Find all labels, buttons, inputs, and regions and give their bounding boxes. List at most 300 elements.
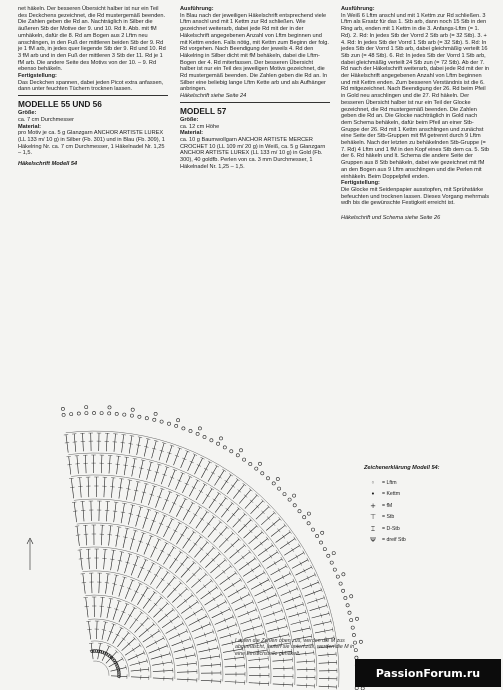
stitch-mark: [154, 574, 158, 576]
stitch-mark: [162, 616, 178, 628]
stitch-mark: [111, 478, 113, 498]
chain-mark: [70, 413, 73, 416]
chain-mark: [278, 487, 281, 490]
stitch-mark: [163, 547, 174, 564]
stitch-mark: [260, 582, 262, 586]
stitch-mark: [119, 604, 127, 622]
instructions-label: Ausführung:: [180, 6, 214, 12]
stitch-mark: [277, 529, 280, 533]
size-text: ca. 12 cm Höhe: [180, 123, 220, 130]
stitch-mark: [217, 625, 236, 632]
stitch-mark: [165, 542, 169, 544]
stitch-mark: [288, 553, 304, 562]
stitch-mark: [266, 618, 285, 624]
stitch-mark: [292, 628, 310, 632]
stitch-mark: [133, 607, 137, 609]
stitch-mark: [163, 519, 172, 537]
stitch-mark: [254, 539, 268, 550]
chain-mark: [321, 531, 324, 534]
chain-mark: [177, 419, 180, 422]
stitch-mark: [236, 478, 240, 481]
stitch-mark: [121, 443, 125, 444]
stitch-mark: [186, 556, 189, 559]
stitch-mark: [217, 492, 221, 494]
stitch-mark: [159, 443, 164, 460]
stitch-mark: [151, 539, 160, 557]
stitch-mark: [117, 633, 128, 647]
chain-mark: [355, 617, 358, 620]
stitch-mark: [156, 489, 163, 508]
stitch-mark: [128, 505, 132, 525]
size-label: Größe:: [18, 110, 37, 117]
chain-mark: [339, 582, 342, 585]
chain-mark: [316, 534, 319, 537]
legend: [364, 465, 489, 546]
stitch-mark: [114, 502, 116, 522]
stitch-mark: [268, 578, 270, 582]
stitch-mark: [222, 570, 225, 574]
stitch-mark: [153, 670, 173, 671]
stitch-mark: [197, 618, 199, 622]
stitch-mark: [196, 600, 199, 604]
stitch-mark: [172, 546, 176, 548]
stitch-mark: [272, 585, 274, 589]
stitch-mark: [101, 597, 103, 617]
stitch-mark: [213, 597, 215, 601]
stitch-mark: [125, 608, 135, 625]
stitch-mark: [229, 474, 233, 477]
chain-mark: [61, 407, 64, 410]
chain-mark: [236, 454, 239, 457]
stitch-mark: [225, 682, 245, 683]
stitch-mark: [282, 535, 285, 539]
stitch-mark: [175, 557, 187, 573]
stitch-mark: [161, 578, 165, 581]
stitch-mark: [119, 577, 125, 596]
stitch-mark: [292, 560, 308, 569]
stitch-mark: [208, 461, 212, 463]
stitch-mark: [192, 531, 196, 534]
chart-reference: Häkelschrift siehe Seite 24: [180, 93, 247, 100]
stitch-mark: [153, 603, 167, 617]
stitch-mark: [99, 501, 100, 521]
stitch-mark: [189, 605, 192, 609]
stitch-mark: [196, 661, 197, 665]
stitch-mark: [225, 600, 227, 604]
stitch-mark: [101, 455, 102, 473]
stitch-mark: [238, 490, 242, 493]
chain-mark: [138, 415, 141, 418]
stitch-mark: [157, 543, 167, 561]
chart-title: Häkelschrift Modell 54: [18, 161, 78, 168]
stitch-mark: [72, 502, 76, 503]
stitch-mark: [180, 563, 184, 566]
stitch-mark: [107, 645, 111, 647]
stitch-mark: [189, 616, 207, 625]
stitch-mark: [281, 557, 283, 561]
stitch-mark: [208, 591, 211, 595]
material-text: pro Motiv je ca. 5 g Glanzgarn ANCHOR ARTISTE LUREX (LL 133 m/ 10 g) in Silber (Fb. 301) und in Blau (Fb. 309), 1 Häkelring Nr. ca. 7 cm Durchmesser, 1 Häkelnadel Nr. 1,25 – 1,5.: [18, 130, 165, 157]
legend-item: [364, 523, 489, 535]
chain-mark: [230, 450, 233, 453]
legend-label: = D-Stb: [382, 525, 400, 532]
stitch-mark: [201, 587, 217, 599]
stitch-mark: [224, 539, 239, 553]
chain-mark: [154, 412, 157, 415]
stitch-mark: [138, 560, 146, 578]
stitch-mark: [88, 549, 89, 569]
chain-mark: [217, 442, 220, 445]
stitch-mark: [300, 562, 302, 566]
stitch-mark: [271, 543, 274, 547]
model-55-56-title: MODELLE 55 UND 56: [18, 99, 102, 110]
chain-mark: [108, 406, 111, 409]
stitch-mark: [183, 532, 194, 549]
stitch-mark: [291, 548, 293, 552]
stitch-mark: [258, 545, 273, 556]
stitch-mark: [148, 667, 149, 671]
stitch-mark: [155, 640, 157, 644]
round-guide: [85, 595, 175, 679]
stitch-mark: [177, 663, 197, 665]
legend-item: [364, 535, 489, 547]
stitch-mark: [125, 580, 132, 599]
stitch-mark: [260, 542, 263, 546]
stitch-mark: [153, 678, 173, 679]
stitch-mark: [157, 516, 165, 534]
stitch-mark: [201, 664, 221, 666]
chain-mark: [196, 432, 199, 435]
stitch-mark: [189, 480, 197, 496]
stitch-mark: [151, 654, 170, 660]
stitch-mark: [108, 535, 112, 536]
stitch-mark: [126, 480, 129, 500]
stitch-mark: [281, 589, 298, 596]
stitch-mark: [319, 686, 337, 687]
stitch-mark: [201, 462, 210, 478]
stitch-mark: [312, 613, 329, 618]
divider: [180, 102, 330, 103]
column-2: [180, 6, 330, 170]
chain-mark: [258, 462, 261, 465]
stitch-mark: [307, 558, 309, 562]
stitch-mark: [233, 485, 244, 499]
stitch-mark: [85, 455, 86, 473]
chain-mark: [307, 512, 310, 515]
stitch-mark: [244, 585, 246, 589]
stitch-mark: [298, 544, 300, 548]
chain-mark: [145, 417, 148, 420]
stitch-mark: [180, 534, 184, 536]
chain-mark: [298, 510, 301, 513]
stitch-mark: [240, 578, 242, 582]
stitch-mark: [278, 581, 294, 589]
chain-mark: [108, 412, 111, 415]
stitch-mark: [203, 483, 207, 485]
chain-mark: [342, 573, 345, 576]
chain-mark: [210, 439, 213, 442]
stitch-mark: [111, 676, 127, 677]
stitch-mark: [82, 582, 86, 583]
stitch-mark: [170, 552, 181, 568]
size-label: Größe:: [180, 116, 199, 123]
stitch-mark: [174, 626, 176, 630]
stitch-mark: [130, 661, 147, 666]
stitch-mark: [69, 457, 71, 475]
stitch-mark: [215, 617, 233, 625]
stitch-mark: [137, 437, 140, 455]
stitch-mark: [159, 566, 163, 568]
stitch-mark: [225, 666, 245, 667]
stitch-mark: [255, 587, 273, 596]
stitch-mark: [179, 506, 183, 508]
stitch-mark: [152, 662, 172, 665]
divider: [18, 95, 168, 96]
chain-mark: [333, 568, 336, 571]
stitch-mark: [215, 465, 219, 467]
stitch-mark: [274, 561, 276, 565]
stitch-mark: [125, 554, 131, 573]
legend-symbol-icon: ◦: [370, 478, 376, 487]
chain-mark: [288, 498, 291, 501]
stitch-mark: [280, 539, 295, 549]
stitch-mark: [199, 648, 219, 652]
stitch-mark: [197, 640, 216, 646]
stitch-mark: [166, 623, 183, 633]
stitch-mark: [190, 507, 201, 524]
chain-mark: [332, 552, 335, 555]
stitch-mark: [125, 645, 140, 655]
stitch-mark: [170, 523, 180, 541]
stitch-mark: [30, 538, 33, 544]
stitch-mark: [189, 537, 201, 553]
stitch-mark: [242, 556, 245, 560]
stitch-mark: [156, 572, 168, 588]
column-1: [18, 6, 168, 168]
chain-mark: [307, 522, 310, 525]
stitch-mark: [70, 487, 74, 488]
stitch-mark: [297, 669, 315, 670]
stitch-mark: [89, 643, 93, 644]
stitch-mark: [163, 492, 171, 511]
stitch-mark: [211, 472, 215, 474]
material-label: Material:: [18, 123, 42, 130]
stitch-mark: [181, 451, 188, 468]
stitch-mark: [226, 508, 229, 511]
stitch-mark: [215, 566, 231, 579]
stitch-mark: [276, 532, 291, 543]
stitch-mark: [232, 583, 234, 587]
stitch-mark: [263, 571, 265, 575]
stitch-mark: [83, 501, 85, 521]
stitch-mark: [218, 476, 222, 478]
stitch-mark: [208, 522, 221, 537]
stitch-mark: [213, 499, 217, 501]
material-text: ca. 10 g Baumwollgarn ANCHOR ARTISTE MERCER CROCHET 10 (LL 109 m/ 20 g) in Weiß, ca. 5 g Glanzgarn ANCHOR ARTISTE LUREX (LL 133 m/ 10 g) in Gold (Fb. 300), 40 goldfb. Perlen von ca. 3 mm Durchmesser, 1 Häkelnadel Nr. 1,25 – 1,5.: [180, 136, 326, 170]
stitch-mark: [144, 563, 153, 581]
stitch-mark: [71, 478, 73, 498]
stitch-mark: [243, 565, 260, 576]
stitch-mark: [236, 590, 238, 594]
stitch-mark: [109, 526, 111, 546]
chain-mark: [131, 408, 134, 411]
stitch-mark: [107, 599, 111, 619]
stitch-mark: [77, 526, 79, 546]
stitch-mark: [239, 559, 255, 571]
stitch-mark: [144, 536, 152, 555]
stitch-mark: [128, 653, 144, 661]
stitch-mark: [153, 591, 157, 594]
stitch-mark: [266, 537, 269, 541]
stitch-mark: [80, 478, 82, 498]
stitch-mark: [220, 593, 222, 597]
stitch-mark: [205, 614, 207, 618]
stitch-mark: [149, 646, 168, 654]
stitch-mark: [249, 550, 252, 554]
stitch-mark: [212, 609, 230, 618]
stitch-mark: [193, 514, 197, 516]
stitch-mark: [278, 568, 280, 572]
stitch-mark: [249, 683, 269, 684]
instructions-label: Ausführung:: [341, 6, 375, 12]
stitch-mark: [227, 576, 230, 580]
stitch-mark: [251, 569, 253, 573]
stitch-mark: [221, 475, 231, 490]
stitch-mark: [122, 657, 124, 661]
stitch-mark: [235, 571, 238, 575]
stitch-mark: [27, 538, 30, 544]
chain-mark: [348, 611, 351, 614]
stitch-mark: [187, 662, 188, 666]
stitch-mark: [150, 512, 157, 531]
stitch-mark: [271, 525, 285, 536]
stitch-mark: [173, 530, 177, 532]
stitch-mark: [263, 610, 282, 617]
stitch-mark: [140, 668, 141, 672]
size-text: ca. 7 cm Durchmesser: [18, 116, 74, 123]
stitch-mark: [188, 455, 195, 471]
legend-label: = Stb: [382, 514, 395, 521]
chain-mark: [123, 413, 126, 416]
stitch-mark: [263, 589, 265, 593]
chain-mark: [203, 435, 206, 438]
stitch-mark: [80, 550, 82, 570]
stitch-mark: [166, 571, 170, 574]
stitch-mark: [127, 631, 130, 634]
stitch-mark: [176, 499, 185, 517]
stitch-mark: [81, 574, 85, 575]
stitch-mark: [174, 647, 193, 653]
chain-mark: [85, 406, 88, 409]
stitch-mark: [148, 598, 152, 601]
stitch-mark: [267, 559, 282, 569]
stitch-mark: [205, 554, 219, 568]
stitch-mark: [186, 629, 188, 633]
finishing-label: Fertigstellung:: [18, 73, 57, 80]
stitch-mark: [259, 657, 260, 661]
stitch-mark: [202, 517, 214, 533]
stitch-mark: [99, 573, 100, 593]
chain-mark: [266, 477, 269, 480]
legend-item: [364, 489, 489, 501]
stitch-mark: [194, 542, 207, 557]
stitch-mark: [217, 604, 219, 608]
stitch-mark: [297, 661, 315, 662]
stitch-mark: [166, 446, 172, 463]
stitch-mark: [79, 559, 83, 560]
stitch-mark: [74, 434, 76, 452]
stitch-mark: [247, 573, 264, 583]
instructions-text: In Weiß 6 Lftm anschl und mit 1 Kettm zur Rd schließen. 3 Lftm als Ersatz für das 1. Stb arb, dann noch 15 Stb in den Ring arb, enden mit 1 Kettm in die 3. Anfangs-Lftm (= 1. Rd). 2. Rd: In jedes Stb der Vorrd 2 Stb arb (= 32 Stb). 3. + 4. Rd: In jedes Stb der Vorrd 1 Stb arb (= 32 Stb). 5. Rd: In jedes Stb der Vorrd 1 Stb arb, dabei gleichmäßig verteilt 16 Stb zun (= 48 Stb). 6. Rd: In jedes Stb der Vorrd 1 Stb arb, dabei gleichmäßig verteilt 24 Stb zun (= 72 Stb). Ab der 7. Rd nach der Häkelschrift weiterarb, dabei jede Rd mit der in der Häkelschrift angegebenen Anzahl von Lftm beginnen und mit Kettm enden. Zum besseren Verständnis ist die 6. Rd mitgezeichnet. Nach Beendigung der 26. Rd beim Pfeil in Gold neu anschlingen und die 27. Rd häkeln. Der besseren Übersicht halber ist nur ein Teil der Glocke gezeichnet, die Rd mustergemäß beenden. Die Zahlen geben die Rd an. Die Glocke nachträglich in Gold nach dem Schema behäkeln, dafür beim Pfeil an einer Stb-Gruppe der 26. Rd mit 1 Kettm anschlingen und zunächst eine Seite der Stb-Gruppen mit fM getrennt durch 9 Lftm behäkeln. Nach der letzten zu behäkelnden Stb-Gruppe (= 7. Rd) 4 Lftm und 1 fM in den Kopf eines Stb dem ca. 5. Stb der 6. Rd häkeln und lt. Schema die andere Seite der Gruppen aus 8 Stb behäkeln, dabei wie gezeichnet mit fM an den Bogen aus 9 Lftm anschlingen und die Perlen mit einhäkeln. Beim Doppelpfeil enden.: [341, 12, 490, 180]
stitch-mark: [192, 624, 210, 632]
stitch-mark: [178, 522, 182, 524]
stitch-mark: [297, 685, 315, 686]
chain-mark: [344, 596, 347, 599]
stitch-mark: [132, 459, 135, 477]
stitch-mark: [104, 549, 106, 569]
stitch-mark: [195, 632, 214, 639]
stitch-mark: [154, 465, 159, 482]
stitch-mark: [251, 501, 264, 514]
stitch-mark: [131, 669, 149, 671]
stitch-mark: [299, 575, 315, 583]
stitch-mark: [243, 626, 262, 632]
finishing-label: Fertigstellung:: [341, 180, 380, 187]
stitch-mark: [76, 535, 80, 536]
stitch-mark: [88, 477, 89, 497]
chain-mark: [293, 504, 296, 507]
stitch-mark: [249, 667, 269, 668]
stitch-mark: [201, 457, 205, 459]
column-3: [341, 6, 489, 222]
stitch-mark: [172, 589, 187, 603]
stitch-mark: [201, 680, 221, 681]
stitch-mark: [291, 620, 308, 625]
stitch-mark: [170, 495, 178, 513]
stitch-mark: [259, 564, 261, 568]
stitch-mark: [102, 622, 106, 640]
stitch-mark: [243, 483, 247, 486]
stitch-mark: [227, 480, 238, 495]
stitch-mark: [186, 568, 200, 582]
stitch-mark: [194, 543, 198, 546]
stitch-mark: [117, 456, 119, 474]
legend-label: = fM: [382, 502, 393, 509]
chain-mark: [130, 414, 133, 417]
stitch-mark: [87, 629, 91, 630]
chain-mark: [351, 626, 354, 629]
stitch-mark: [319, 662, 337, 663]
stitch-mark: [185, 526, 189, 528]
stitch-mark: [196, 484, 205, 500]
stitch-mark: [220, 573, 236, 585]
stitch-mark: [74, 502, 76, 522]
chain-mark: [219, 437, 222, 440]
stitch-mark: [235, 602, 253, 610]
stitch-mark: [293, 579, 295, 583]
stitch-mark: [286, 604, 303, 610]
stitch-mark: [209, 493, 219, 508]
round-guide: [93, 661, 109, 676]
stitch-mark: [200, 656, 220, 659]
finishing-text: Das Deckchen spannen, dabei jeden Picot extra anfassen, dann unter feuchten Tüchern trocknen lassen.: [18, 79, 164, 93]
stitch-mark: [101, 525, 102, 545]
legend-label: = dreif Stb: [382, 537, 406, 544]
stitch-mark: [208, 466, 217, 482]
chain-mark: [167, 422, 170, 425]
stitch-mark: [139, 624, 154, 637]
stitch-mark: [130, 613, 142, 629]
